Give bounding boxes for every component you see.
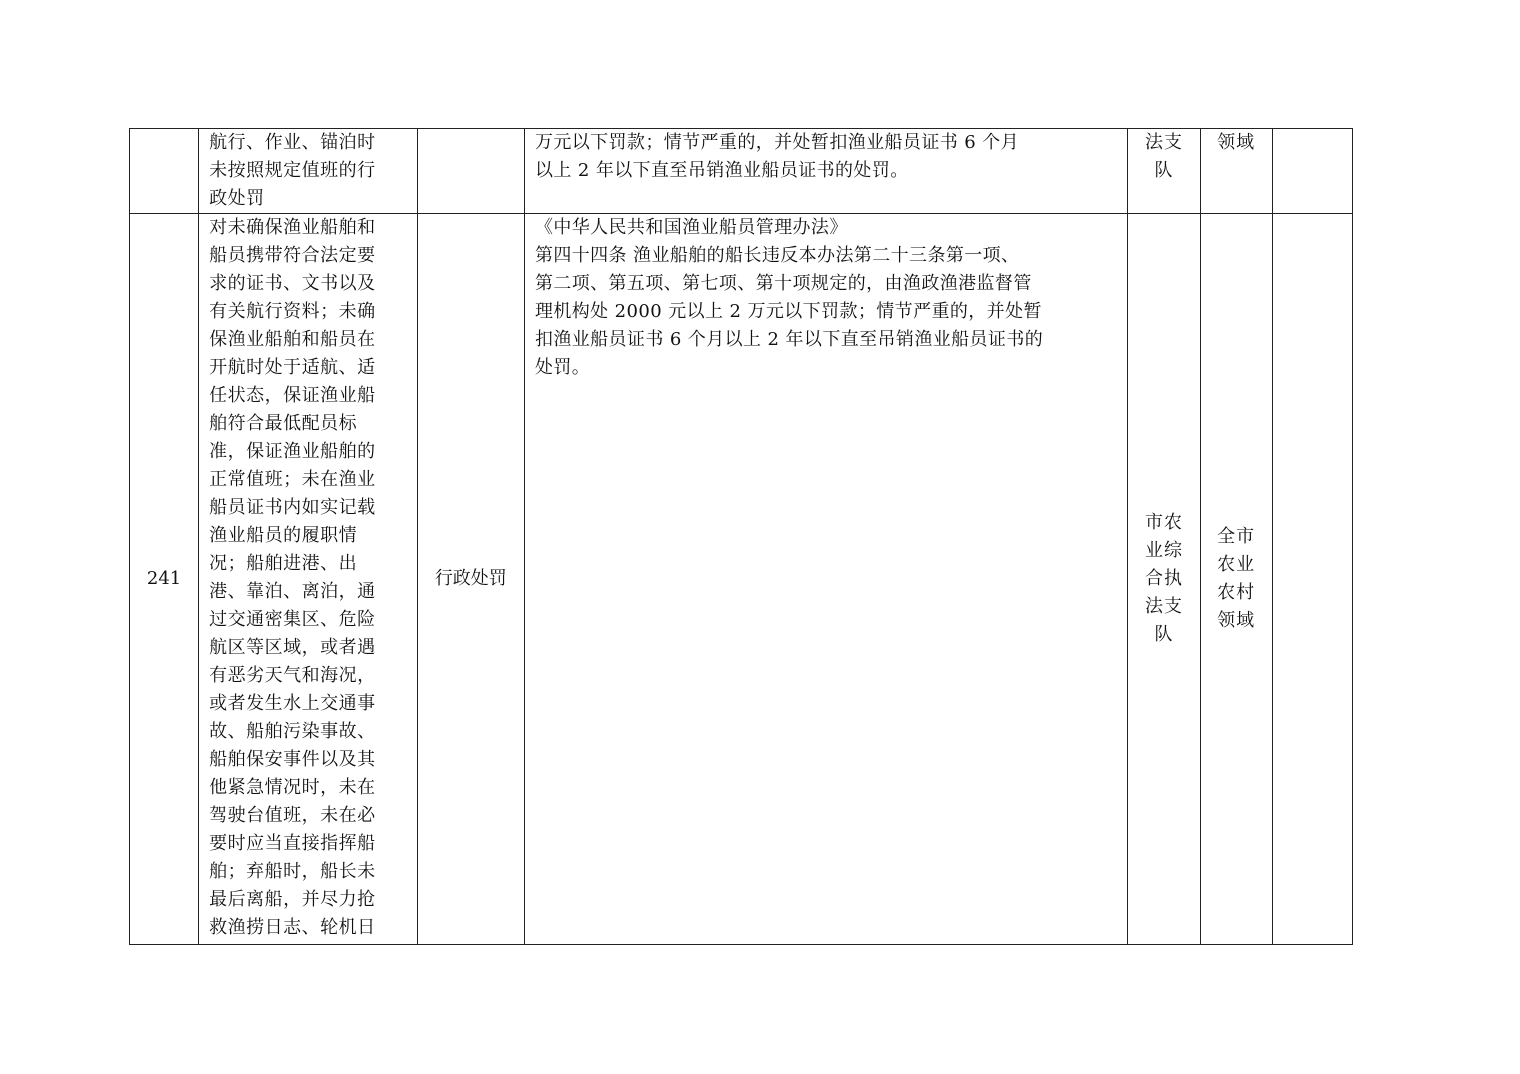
- cell-number: [130, 129, 199, 214]
- cell-item: 对未确保渔业船舶和 船员携带符合法定要 求的证书、文书以及 有关航行资料；未确 保渔业船舶和船员在 开航时处于适航、适 任状态，保证渔业船 舶符合最低配员标 准，保证渔业船舶的 正常值班；未在渔业 船员证书内如实记载 渔业船员的履职情 况；船舶进港、出 港、靠泊、离泊，通 过交通密集区、危险 航区等区域，或者遇 有恶劣天气和海况， 或者发生水上交通事 故、船舶污染事故、 船舶保安事件以及其 他紧急情况时，未在 驾驶台值班，未在必 要时应当直接指挥船 舶；弃船时，船长未 最后离船，并尽力抢 救渔捞日志、轮机日: [199, 214, 418, 945]
- cell-note: [1272, 214, 1352, 945]
- cell-note: [1272, 129, 1352, 214]
- cell-item: 航行、作业、锚泊时 未按照规定值班的行 政处罚: [199, 129, 418, 214]
- cell-department: 法支队: [1128, 129, 1200, 214]
- cell-type: [417, 129, 524, 214]
- cell-department: 市农业综合执法支队: [1128, 214, 1200, 945]
- table-row: [130, 129, 1353, 214]
- table-row: [130, 214, 1353, 945]
- cell-type: 行政处罚: [417, 214, 524, 945]
- penalty-table: [129, 128, 1353, 945]
- cell-basis: 万元以下罚款；情节严重的，并处暂扣渔业船员证书 6 个月 以上 2 年以下直至吊销渔业船员证书的处罚。: [524, 129, 1127, 214]
- cell-basis: 《中华人民共和国渔业船员管理办法》 第四十四条 渔业船舶的船长违反本办法第二十三条第一项、 第二项、第五项、第七项、第十项规定的，由渔政渔港监督管 理机构处 2000 元以上 2 万元以下罚款；情节严重的，并处暂 扣渔业船员证书 6 个月以上 2 年以下直至吊销渔业船员证书的 处罚。: [524, 214, 1127, 945]
- cell-scope: 全市农业农村领域: [1200, 214, 1272, 945]
- cell-number: 241: [130, 214, 199, 945]
- cell-scope: 领域: [1200, 129, 1272, 214]
